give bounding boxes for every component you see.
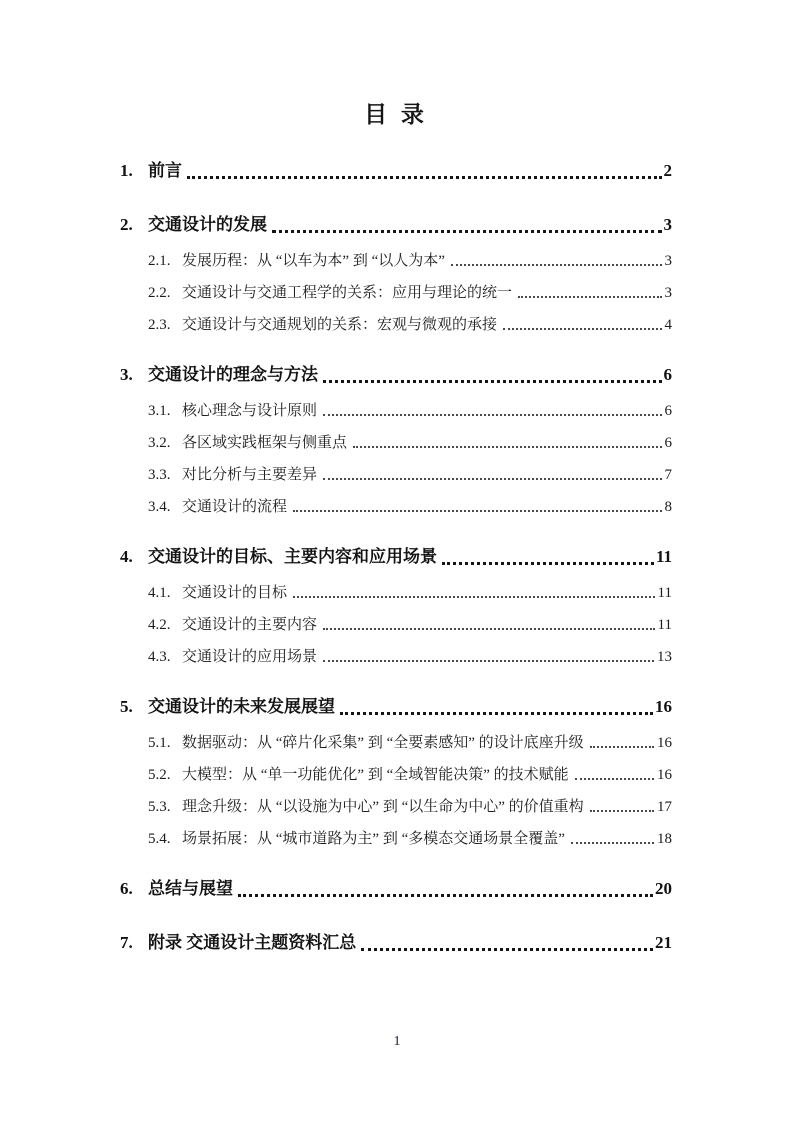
toc-entry-label: 交通设计的未来发展展望 — [148, 697, 335, 716]
toc-entry[interactable] — [120, 766, 672, 784]
toc-leader-dots — [451, 264, 662, 266]
toc-entry[interactable] — [120, 616, 672, 634]
page-title: 目 录 — [364, 102, 428, 127]
toc-entry-number: 5.3. — [148, 799, 171, 815]
toc-entry-page: 11 — [655, 547, 672, 566]
toc-entry[interactable] — [120, 402, 672, 420]
toc-entry-label: 交通设计的目标、主要内容和应用场景 — [148, 547, 437, 566]
toc-leader-dots — [518, 296, 661, 298]
toc-entry-page: 16 — [655, 697, 672, 716]
toc-entry-page: 21 — [655, 933, 672, 952]
toc-entry[interactable] — [120, 212, 672, 238]
toc-leader-dots — [238, 894, 653, 897]
toc-entry[interactable] — [120, 466, 672, 484]
toc-entry-number: 2.2. — [148, 285, 171, 301]
toc-entry[interactable] — [120, 362, 672, 388]
toc-entry-label: 附录 交通设计主题资料汇总 — [148, 933, 357, 952]
toc-entry[interactable] — [120, 876, 672, 902]
toc-entry-label: 各区域实践框架与侧重点 — [182, 435, 348, 451]
toc-entry[interactable] — [120, 734, 672, 752]
footer-page-number: 1 — [393, 1034, 401, 1049]
toc-leader-dots — [323, 628, 655, 630]
toc-entry-label: 数据驱动：从 “碎片化采集” 到 “全要素感知” 的设计底座升级 — [182, 735, 584, 751]
toc-entry-page: 3 — [664, 285, 672, 301]
toc-entry-label: 交通设计的主要内容 — [182, 617, 318, 633]
toc-leader-dots — [340, 712, 653, 715]
toc-entry-number: 2.1. — [148, 253, 171, 269]
toc-entry-page: 6 — [664, 403, 672, 419]
toc-entry-page: 20 — [655, 879, 672, 898]
toc-entry-number: 4.2. — [148, 617, 171, 633]
toc-entry[interactable] — [120, 830, 672, 848]
toc-entry-number: 4.3. — [148, 649, 171, 665]
toc-entry[interactable] — [120, 930, 672, 956]
toc-entry[interactable] — [120, 498, 672, 516]
toc-entry-number: 4.1. — [148, 585, 171, 601]
toc-entry-label: 交通设计的发展 — [148, 215, 267, 234]
toc-entry-page: 13 — [657, 649, 672, 665]
toc-entry-label: 交通设计的应用场景 — [182, 649, 318, 665]
toc-entry-number: 2.3. — [148, 317, 171, 333]
toc-leader-dots — [323, 660, 654, 662]
toc-entry-number: 5.1. — [148, 735, 171, 751]
toc-entry-number: 1. — [120, 161, 133, 180]
toc-leader-dots — [293, 596, 655, 598]
toc-entry-number: 3.3. — [148, 467, 171, 483]
toc-entry-page: 11 — [657, 617, 672, 633]
toc-entry-label: 总结与展望 — [148, 879, 233, 898]
toc-leader-dots — [323, 478, 661, 480]
toc-entry-label: 交通设计与交通规划的关系：宏观与微观的承接 — [182, 317, 498, 333]
toc-entry[interactable] — [120, 694, 672, 720]
toc-entry-page: 4 — [664, 317, 672, 333]
toc-leader-dots — [575, 778, 654, 780]
toc-entry[interactable] — [120, 584, 672, 602]
toc-entry[interactable] — [120, 434, 672, 452]
toc-entry-label: 大模型：从 “单一功能优化” 到 “全域智能决策” 的技术赋能 — [182, 767, 569, 783]
toc-entry-label: 交通设计的流程 — [182, 499, 288, 515]
toc-entry-number: 6. — [120, 879, 133, 898]
toc-entry[interactable] — [120, 284, 672, 302]
toc-entry-number: 3.4. — [148, 499, 171, 515]
toc-entry-number: 3.1. — [148, 403, 171, 419]
toc-entry-label: 场景拓展：从 “城市道路为主” 到 “多模态交通场景全覆盖” — [182, 831, 565, 847]
toc-leader-dots — [272, 230, 662, 233]
toc-entry-number: 5.4. — [148, 831, 171, 847]
toc-entry-label: 核心理念与设计原则 — [182, 403, 318, 419]
toc-entry-page: 16 — [657, 767, 672, 783]
toc-entry-page: 17 — [657, 799, 672, 815]
toc-leader-dots — [323, 380, 662, 383]
toc-entry-number: 3.2. — [148, 435, 171, 451]
toc-entry-number: 5. — [120, 697, 133, 716]
toc-entry-page: 8 — [664, 499, 672, 515]
toc-entry-number: 4. — [120, 547, 133, 566]
toc-entry-label: 交通设计的理念与方法 — [148, 365, 318, 384]
toc-leader-dots — [503, 328, 661, 330]
toc-leader-dots — [323, 414, 661, 416]
toc-leader-dots — [442, 562, 654, 565]
toc-entry-label: 前言 — [148, 161, 182, 180]
toc-entry-label: 理念升级：从 “以设施为中心” 到 “以生命为中心” 的价值重构 — [182, 799, 584, 815]
toc-entry[interactable] — [120, 316, 672, 334]
toc-entry-page: 18 — [657, 831, 672, 847]
toc-leader-dots — [590, 746, 654, 748]
toc-entry-label: 交通设计的目标 — [182, 585, 288, 601]
toc-entry-number: 2. — [120, 215, 133, 234]
toc-entry[interactable] — [120, 158, 672, 184]
toc-entry-number: 7. — [120, 933, 133, 952]
toc-entry-page: 3 — [663, 215, 672, 234]
toc-entry-label: 交通设计与交通工程学的关系：应用与理论的统一 — [182, 285, 513, 301]
toc-entry[interactable] — [120, 544, 672, 570]
toc-entry[interactable] — [120, 648, 672, 666]
toc-entry-page: 16 — [657, 735, 672, 751]
toc-entry-page: 6 — [663, 365, 672, 384]
toc-leader-dots — [353, 446, 661, 448]
toc-entry[interactable] — [120, 798, 672, 816]
toc-entry-label: 发展历程：从 “以车为本” 到 “以人为本” — [182, 253, 445, 269]
toc-leader-dots — [187, 176, 662, 179]
toc-entry-number: 3. — [120, 365, 133, 384]
toc-entry-page: 3 — [664, 253, 672, 269]
toc-leader-dots — [293, 510, 661, 512]
toc-leader-dots — [571, 842, 654, 844]
toc-entry-label: 对比分析与主要差异 — [182, 467, 318, 483]
toc-entry[interactable] — [120, 252, 672, 270]
toc-entry-page: 2 — [663, 161, 672, 180]
toc-entry-page: 11 — [657, 585, 672, 601]
toc-entry-page: 7 — [664, 467, 672, 483]
toc-leader-dots — [590, 810, 654, 812]
toc-list — [120, 158, 672, 956]
toc-leader-dots — [361, 948, 653, 951]
toc-entry-number: 5.2. — [148, 767, 171, 783]
toc-entry-page: 6 — [664, 435, 672, 451]
